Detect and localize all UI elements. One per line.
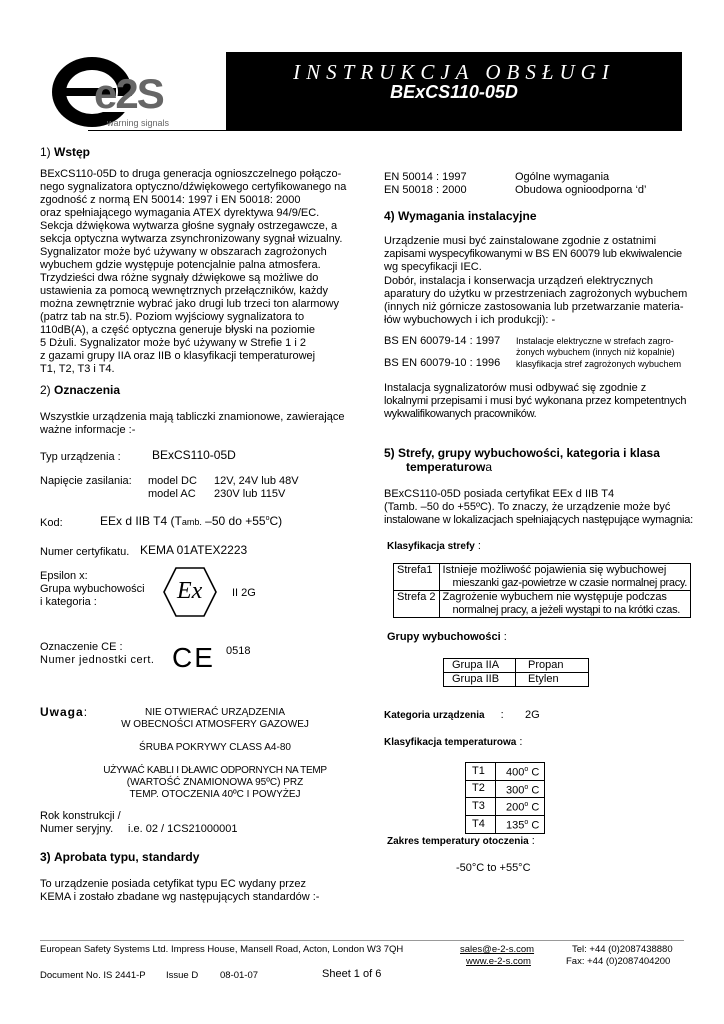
footer-tel: Tel: +44 (0)2087438880 <box>572 944 673 955</box>
ac-model-label: model AC <box>148 488 196 500</box>
text-line: sekcja optyczna wytwarza zsynchronizowany sygnał wizualny. <box>40 233 343 245</box>
text-line: 110dB(A), a część optyczna generuje błyski na poziomie <box>40 324 315 336</box>
category-value: 2G <box>525 709 540 721</box>
section-1-body <box>40 168 346 376</box>
text-line: T1, T2, T3 i T4. <box>40 363 115 375</box>
section-4-para-1: Urządzenie musi być zainstalowane zgodnie z ostatnimi zapisami wyspecyfikowanymi w BS EN 60079 lub ekwiwalencie wg specyfikacji IEC. <box>384 235 682 273</box>
text-line: (patrz tab na str.5). Poziom wyjściowy sygnalizatora to <box>40 311 305 323</box>
table-row: T3 200$^o$ C <box>466 798 545 816</box>
footer-doc-number: Document No. IS 2441-P <box>40 970 146 981</box>
text-line: Sygnalizator może być używany w obszarach zagrożonych <box>40 246 327 258</box>
section-3-body: To urządzenie posiada cetyfikat typu EC wydany przez KEMA i zostało zbadane wg następujących standardów :- <box>40 878 320 903</box>
footer-email-link[interactable]: sales@e-2-s.com <box>460 944 535 955</box>
table-row <box>394 564 691 591</box>
footer-issue: Issue D <box>166 970 199 981</box>
zones-table <box>393 563 691 618</box>
ce-mark: CE <box>172 642 215 673</box>
year-serial-value: i.e. 02 / 1CS21000001 <box>128 823 238 835</box>
certificate-label: Numer certyfikatu. <box>40 546 130 558</box>
bs-standard-2-desc: klasyfikacja stref zagrożonych wybuchem <box>516 359 682 369</box>
dc-model-label: model DC <box>148 475 197 487</box>
text-line: zgodność z normą EN 50014: 1997 i EN 50018: 2000 <box>40 194 301 206</box>
zone-name: Strefa1 <box>394 564 440 591</box>
section-4-para-3: Instalacja sygnalizatorów musi odbywać się zgodnie z lokalnymi przepisami i musi być wykonana przez kompetentnych wykwalifikowanych pracowników. <box>384 382 687 420</box>
zone-name: Strefa 2 <box>394 591 440 618</box>
document-title: INSTRUKCJA OBSŁUGI <box>293 60 615 84</box>
type-label: Typ urządzenia : <box>40 451 121 463</box>
logo-wordmark: e2S <box>94 70 163 117</box>
ce-label: Oznaczenie CE : Numer jednostki cert. <box>40 641 155 666</box>
footer-company: European Safety Systems Ltd. Impress House, Mansell Road, Acton, London W3 7QH <box>40 944 404 955</box>
groups-table <box>443 658 589 687</box>
footer-rule <box>40 940 684 941</box>
model-title: BExCS110-05D <box>390 82 518 102</box>
section-2-intro: Wszystkie urządzenia mają tabliczki znamionowe, zawierające ważne informacje :- <box>40 411 345 436</box>
text-line: oraz spełniającego wymagania ATEX dyrektywa 94/9/EC. <box>40 207 320 219</box>
footer-sheet: Sheet 1 of 6 <box>322 968 382 980</box>
code-label: Kod: <box>40 517 63 529</box>
text-line: 5 Dżuli. Sygnalizator może być używany w Strefie 1 i 2 <box>40 337 306 349</box>
bs-standard-2: BS EN 60079-10 : 1996 <box>384 357 501 369</box>
groups-label: Grupy wybuchowości : <box>387 631 507 643</box>
epsilon-label: Epsilon x: Grupa wybuchowości i kategoria : <box>40 570 145 608</box>
ac-model-value: 230V lub 115V <box>214 488 286 500</box>
temperature-table <box>465 762 545 834</box>
temperature-class-label: Klasyfikacja temperaturowa : <box>384 736 523 748</box>
section-4-heading: 4) Wymagania instalacyjne <box>384 209 537 223</box>
header-rule <box>88 130 682 131</box>
warning-text: NIE OTWIERAĆ URZĄDZENIA W OBECNOŚCI ATMOSFERY GAZOWEJ ŚRUBA POKRYWY CLASS A4-80 UŻYWAĆ KABLI I DŁAWIC ODPORNYCH NA TEMP (WARTOŚĆ ZNAMIONOWA 95ºC) PRZ TEMP. OTOCZENIA 40ºC I POWYŻEJ <box>103 707 327 800</box>
type-value: BExCS110-05D <box>152 448 236 462</box>
dc-model-value: 12V, 24V lub 48V <box>214 475 299 487</box>
text-line: wybuchem gdzie występuje potencjalnie palna atmosfera. <box>40 259 321 271</box>
standards-list <box>384 171 647 197</box>
warning-label: Uwaga: <box>40 705 88 719</box>
zones-label: Klasyfikacja strefy : <box>387 540 481 552</box>
text-line: nego sygnalizatora optyczno/dźwiękowego certyfikowanego na <box>40 181 347 193</box>
zone-desc: Zagrożenie wybuchem nie występuje podczas normalnej pracy, a jeżeli wystąpi to na krótki czas. <box>439 591 691 618</box>
table-row: Grupa IIB Etylen <box>444 673 589 687</box>
table-row <box>394 591 691 618</box>
table-row: T2 300$^o$ C <box>466 780 545 798</box>
text-line: można zewnętrznie wybrać jako drugi lub trzeci ton alarmowy <box>40 298 339 310</box>
ambient-range-label: Zakres temperatury otoczenia : <box>387 835 535 847</box>
group-category-value: II 2G <box>232 587 256 599</box>
section-5-heading: 5) Strefy, grupy wybuchowości, kategoria i klasa temperaturowa <box>384 446 660 474</box>
logo-tagline: warning signals <box>107 118 170 128</box>
category-label: Kategoria urządzenia : <box>384 709 504 721</box>
notified-body-number: 0518 <box>226 645 251 657</box>
text-line: Sekcja dźwiękowa wytwarza głośne sygnały ostrzegawcze, a <box>40 220 338 232</box>
list-item: EN 50018 : 2000 Obudowa ognioodporna ‘d’ <box>384 184 647 196</box>
section-1-heading: 1) Wstęp <box>40 145 91 159</box>
section-2-heading: 2) Oznaczenia <box>40 383 121 397</box>
ambient-range-value: -50°C to +55°C <box>456 862 531 874</box>
text-line: ustawienia za pomocą wewnętrznych przełączników, każdy <box>40 285 328 297</box>
table-row: T4 135$^o$ C <box>466 815 545 833</box>
text-line: Trzydzieści dwa różne sygnały dźwiękowe są możliwe do <box>40 272 319 284</box>
year-serial-label: Rok konstrukcji / Numer seryjny. <box>40 810 121 835</box>
voltage-label: Napięcie zasilania: <box>40 475 132 487</box>
table-row: T1 400$^o$ C <box>466 763 545 781</box>
footer-web-link[interactable]: www.e-2-s.com <box>466 956 531 967</box>
section-5-para-1: BExCS110-05D posiada certyfikat EEx d IIB T4 (Tamb. –50 do +55ºC). To znaczy, że urządzenie może być instalowane w lokalizacjach spełniających następujące wymagnia: <box>384 488 694 526</box>
section-3-heading: 3) Aprobata typu, standardy <box>40 850 200 864</box>
zone-desc: Istnieje możliwość pojawienia się wybuchowej mieszanki gaz-powietrze w czasie normalnej pracy. <box>439 564 691 591</box>
list-item: EN 50014 : 1997 Ogólne wymagania <box>384 171 610 183</box>
ex-symbol: Ex <box>177 578 203 604</box>
footer-fax: Fax: +44 (0)2087404200 <box>566 956 671 967</box>
table-row: Grupa IIA Propan <box>444 659 589 673</box>
certificate-value: KEMA 01ATEX2223 <box>140 543 248 557</box>
bs-standard-1-desc: Instalacje elektryczne w strefach zagro- żonych wybuchem (innych niż kopalnie) <box>516 336 675 357</box>
text-line: z gazami grupy IIA oraz IIB o klasyfikacji temperaturowej <box>40 350 316 362</box>
code-value: EEx d IIB T4 (Tamb. –50 do $+55^oC$) <box>100 514 283 528</box>
section-4-para-2: Dobór, instalacja i konserwacja urządzeń elektrycznych aparatury do użytku w przestrzeniach zagrożonych wybuchem (innych niż górnicze zastosowania lub przetwarzanie materia- łów wybuchowych i ich produkcji): - <box>384 275 688 326</box>
text-line: BExCS110-05D to druga generacja ognioszczelnego połączo- <box>40 168 342 180</box>
footer-date: 08-01-07 <box>220 970 259 981</box>
bs-standard-1: BS EN 60079-14 : 1997 <box>384 335 501 347</box>
